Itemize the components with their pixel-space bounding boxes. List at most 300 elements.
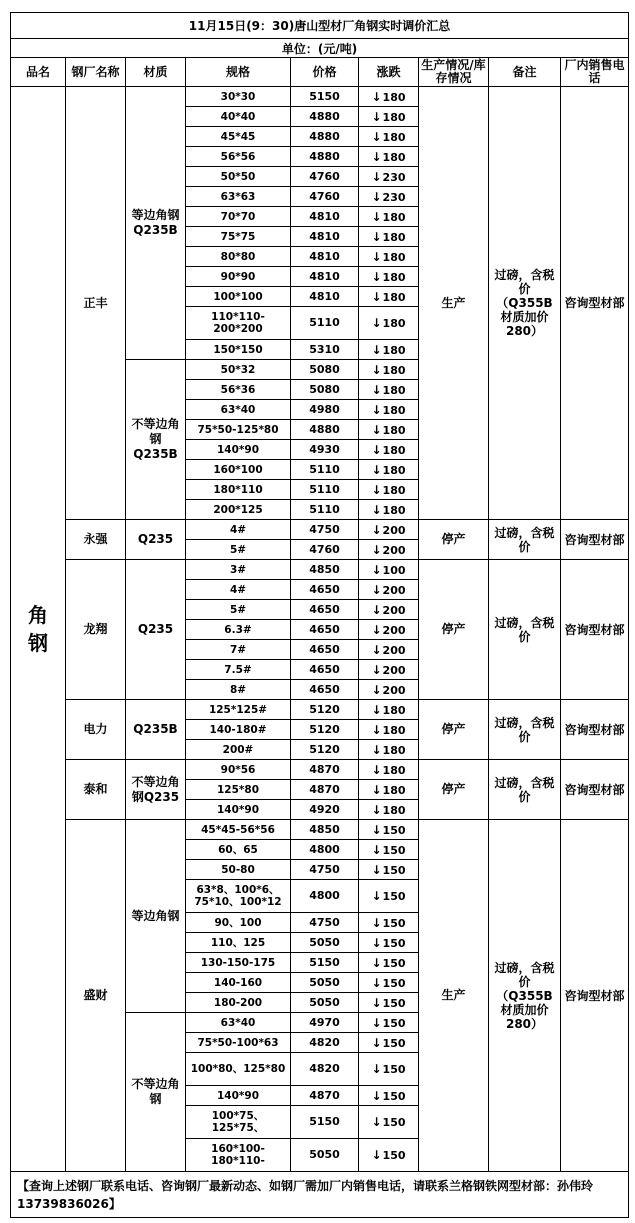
spec-cell: 63*40 xyxy=(186,1013,291,1033)
change-value: 200 xyxy=(382,543,406,557)
phone-cell: 咨询型材部 xyxy=(561,760,629,820)
price-cell: 5050 xyxy=(291,973,359,993)
down-arrow-icon: ↓ xyxy=(371,662,382,677)
change-cell xyxy=(359,400,419,420)
change-cell xyxy=(359,580,419,600)
price-cell: 5110 xyxy=(291,460,359,480)
sheet-title: 11月15日(9：30)唐山型材厂角钢实时调价汇总 xyxy=(11,13,629,39)
header-price: 价格 xyxy=(291,58,359,87)
spec-cell: 160*100-180*110- xyxy=(186,1139,291,1172)
price-cell: 5110 xyxy=(291,480,359,500)
spec-cell: 90*56 xyxy=(186,760,291,780)
price-cell: 5120 xyxy=(291,700,359,720)
price-cell: 5050 xyxy=(291,993,359,1013)
change-cell xyxy=(359,207,419,227)
down-arrow-icon: ↓ xyxy=(371,888,382,903)
change-value: 200 xyxy=(382,623,406,637)
change-cell xyxy=(359,87,419,107)
material-cell: Q235B xyxy=(126,700,186,760)
change-cell xyxy=(359,560,419,580)
change-cell xyxy=(359,933,419,953)
change-cell xyxy=(359,500,419,520)
down-arrow-icon: ↓ xyxy=(371,1114,382,1129)
down-arrow-icon: ↓ xyxy=(371,862,382,877)
down-arrow-icon: ↓ xyxy=(371,1147,382,1162)
spec-cell: 160*100 xyxy=(186,460,291,480)
down-arrow-icon: ↓ xyxy=(371,722,382,737)
spec-cell: 6.3# xyxy=(186,620,291,640)
change-cell xyxy=(359,913,419,933)
price-cell: 4760 xyxy=(291,540,359,560)
mill-name: 正丰 xyxy=(66,87,126,520)
change-value: 150 xyxy=(382,1089,406,1103)
header-note: 备注 xyxy=(489,58,561,87)
category-label: 角钢 xyxy=(28,603,48,655)
change-value: 180 xyxy=(382,423,406,437)
price-cell: 4920 xyxy=(291,800,359,820)
price-cell: 5150 xyxy=(291,1106,359,1139)
spec-cell: 70*70 xyxy=(186,207,291,227)
material-cell: 等边角钢Q235B xyxy=(126,87,186,360)
spec-cell: 45*45-56*56 xyxy=(186,820,291,840)
price-cell: 4750 xyxy=(291,860,359,880)
down-arrow-icon: ↓ xyxy=(371,1035,382,1050)
down-arrow-icon: ↓ xyxy=(371,402,382,417)
change-value: 200 xyxy=(382,643,406,657)
note-cell: 过磅，含税价 xyxy=(489,560,561,700)
mill-name: 泰和 xyxy=(66,760,126,820)
price-cell: 4820 xyxy=(291,1033,359,1053)
change-cell xyxy=(359,107,419,127)
note-cell: 过磅，含税价（Q355B材质加价280） xyxy=(489,87,561,520)
down-arrow-icon: ↓ xyxy=(371,129,382,144)
price-cell: 4810 xyxy=(291,267,359,287)
change-value: 180 xyxy=(382,90,406,104)
down-arrow-icon: ↓ xyxy=(371,229,382,244)
change-value: 180 xyxy=(382,270,406,284)
down-arrow-icon: ↓ xyxy=(371,742,382,757)
spec-cell: 125*80 xyxy=(186,780,291,800)
spec-cell: 110*110-200*200 xyxy=(186,307,291,340)
spec-cell: 100*100 xyxy=(186,287,291,307)
price-cell: 4650 xyxy=(291,640,359,660)
price-cell: 4810 xyxy=(291,227,359,247)
spec-cell: 7.5# xyxy=(186,660,291,680)
price-cell: 4800 xyxy=(291,880,359,913)
header-mill: 钢厂名称 xyxy=(66,58,126,87)
status-cell: 停产 xyxy=(419,520,489,560)
change-cell xyxy=(359,247,419,267)
spec-cell: 50-80 xyxy=(186,860,291,880)
price-cell: 5110 xyxy=(291,500,359,520)
header-status: 生产情况/库存情况 xyxy=(419,58,489,87)
down-arrow-icon: ↓ xyxy=(371,762,382,777)
footer-contact-note: 【查询上述钢厂联系电话、咨询钢厂最新动态、如钢厂需加厂内销售电话，请联系兰格钢铁网型材部：孙伟玲13739836026】 xyxy=(11,1172,629,1218)
spec-cell: 90*90 xyxy=(186,267,291,287)
down-arrow-icon: ↓ xyxy=(371,562,382,577)
table-row xyxy=(11,700,629,720)
down-arrow-icon: ↓ xyxy=(371,642,382,657)
spec-cell: 75*50-125*80 xyxy=(186,420,291,440)
spec-cell: 7# xyxy=(186,640,291,660)
price-cell: 5080 xyxy=(291,380,359,400)
spec-cell: 180-200 xyxy=(186,993,291,1013)
down-arrow-icon: ↓ xyxy=(371,249,382,264)
price-summary-sheet xyxy=(10,12,628,1218)
spec-cell: 200# xyxy=(186,740,291,760)
down-arrow-icon: ↓ xyxy=(371,342,382,357)
down-arrow-icon: ↓ xyxy=(371,502,382,517)
change-cell xyxy=(359,973,419,993)
phone-cell: 咨询型材部 xyxy=(561,700,629,760)
price-cell: 4810 xyxy=(291,207,359,227)
price-cell: 4880 xyxy=(291,107,359,127)
spec-cell: 5# xyxy=(186,600,291,620)
spec-cell: 63*8、100*6、75*10、100*12 xyxy=(186,880,291,913)
change-value: 180 xyxy=(382,743,406,757)
change-cell xyxy=(359,993,419,1013)
price-cell: 4870 xyxy=(291,760,359,780)
change-value: 150 xyxy=(382,843,406,857)
change-value: 200 xyxy=(382,603,406,617)
change-cell xyxy=(359,740,419,760)
price-cell: 5310 xyxy=(291,340,359,360)
down-arrow-icon: ↓ xyxy=(371,602,382,617)
change-value: 150 xyxy=(382,1062,406,1076)
spec-cell: 180*110 xyxy=(186,480,291,500)
change-value: 180 xyxy=(382,443,406,457)
down-arrow-icon: ↓ xyxy=(371,975,382,990)
change-cell xyxy=(359,147,419,167)
down-arrow-icon: ↓ xyxy=(371,542,382,557)
price-cell: 4800 xyxy=(291,840,359,860)
price-cell: 4970 xyxy=(291,1013,359,1033)
change-cell xyxy=(359,520,419,540)
spec-cell: 30*30 xyxy=(186,87,291,107)
down-arrow-icon: ↓ xyxy=(371,462,382,477)
change-cell xyxy=(359,1139,419,1172)
category-cell xyxy=(11,87,66,1172)
price-cell: 4750 xyxy=(291,520,359,540)
change-cell xyxy=(359,440,419,460)
status-cell: 生产 xyxy=(419,87,489,520)
change-value: 150 xyxy=(382,916,406,930)
spec-cell: 140*90 xyxy=(186,1086,291,1106)
change-cell xyxy=(359,640,419,660)
price-cell: 4850 xyxy=(291,560,359,580)
down-arrow-icon: ↓ xyxy=(371,1061,382,1076)
header-change: 涨跌 xyxy=(359,58,419,87)
price-cell: 5120 xyxy=(291,740,359,760)
change-value: 150 xyxy=(382,823,406,837)
phone-cell: 咨询型材部 xyxy=(561,520,629,560)
spec-cell: 75*50-100*63 xyxy=(186,1033,291,1053)
change-cell xyxy=(359,800,419,820)
down-arrow-icon: ↓ xyxy=(371,622,382,637)
header-phone: 厂内销售电话 xyxy=(561,58,629,87)
change-cell xyxy=(359,700,419,720)
change-value: 230 xyxy=(382,170,406,184)
change-value: 150 xyxy=(382,996,406,1010)
down-arrow-icon: ↓ xyxy=(371,269,382,284)
down-arrow-icon: ↓ xyxy=(371,682,382,697)
change-cell xyxy=(359,127,419,147)
change-cell xyxy=(359,380,419,400)
change-value: 180 xyxy=(382,250,406,264)
phone-cell: 咨询型材部 xyxy=(561,560,629,700)
change-value: 150 xyxy=(382,936,406,950)
change-value: 150 xyxy=(382,1115,406,1129)
price-cell: 5120 xyxy=(291,720,359,740)
change-value: 180 xyxy=(382,383,406,397)
spec-cell: 3# xyxy=(186,560,291,580)
status-cell: 停产 xyxy=(419,760,489,820)
change-cell xyxy=(359,1013,419,1033)
note-cell: 过磅，含税价 xyxy=(489,520,561,560)
price-cell: 5050 xyxy=(291,933,359,953)
price-table xyxy=(10,12,629,1218)
down-arrow-icon: ↓ xyxy=(371,702,382,717)
change-cell xyxy=(359,227,419,247)
change-value: 150 xyxy=(382,863,406,877)
change-value: 180 xyxy=(382,110,406,124)
material-cell: 不等边角钢Q235 xyxy=(126,760,186,820)
down-arrow-icon: ↓ xyxy=(371,315,382,330)
note-cell: 过磅，含税价 xyxy=(489,700,561,760)
change-value: 180 xyxy=(382,403,406,417)
mill-name: 永强 xyxy=(66,520,126,560)
down-arrow-icon: ↓ xyxy=(371,149,382,164)
status-cell: 停产 xyxy=(419,700,489,760)
status-cell: 生产 xyxy=(419,820,489,1172)
table-row xyxy=(11,520,629,540)
spec-cell: 140-160 xyxy=(186,973,291,993)
header-product: 品名 xyxy=(11,58,66,87)
down-arrow-icon: ↓ xyxy=(371,289,382,304)
spec-cell: 50*32 xyxy=(186,360,291,380)
change-value: 150 xyxy=(382,956,406,970)
down-arrow-icon: ↓ xyxy=(371,482,382,497)
down-arrow-icon: ↓ xyxy=(371,802,382,817)
change-value: 180 xyxy=(382,483,406,497)
spec-cell: 140*90 xyxy=(186,800,291,820)
spec-cell: 45*45 xyxy=(186,127,291,147)
change-cell xyxy=(359,620,419,640)
change-cell xyxy=(359,840,419,860)
change-value: 180 xyxy=(382,463,406,477)
spec-cell: 56*36 xyxy=(186,380,291,400)
down-arrow-icon: ↓ xyxy=(371,522,382,537)
spec-cell: 4# xyxy=(186,580,291,600)
change-cell xyxy=(359,267,419,287)
header-material: 材质 xyxy=(126,58,186,87)
change-cell xyxy=(359,760,419,780)
price-cell: 4870 xyxy=(291,1086,359,1106)
down-arrow-icon: ↓ xyxy=(371,582,382,597)
down-arrow-icon: ↓ xyxy=(371,382,382,397)
change-cell xyxy=(359,340,419,360)
price-cell: 4980 xyxy=(291,400,359,420)
change-value: 150 xyxy=(382,1036,406,1050)
change-cell xyxy=(359,1106,419,1139)
price-cell: 5150 xyxy=(291,87,359,107)
price-cell: 4650 xyxy=(291,620,359,640)
spec-cell: 140-180# xyxy=(186,720,291,740)
down-arrow-icon: ↓ xyxy=(371,209,382,224)
change-cell xyxy=(359,780,419,800)
down-arrow-icon: ↓ xyxy=(371,1088,382,1103)
change-value: 180 xyxy=(382,363,406,377)
spec-cell: 56*56 xyxy=(186,147,291,167)
down-arrow-icon: ↓ xyxy=(371,442,382,457)
change-value: 180 xyxy=(382,150,406,164)
change-cell xyxy=(359,360,419,380)
price-cell: 5050 xyxy=(291,1139,359,1172)
table-row xyxy=(11,760,629,780)
change-cell xyxy=(359,187,419,207)
change-cell xyxy=(359,287,419,307)
price-cell: 4850 xyxy=(291,820,359,840)
price-cell: 4650 xyxy=(291,580,359,600)
down-arrow-icon: ↓ xyxy=(371,169,382,184)
mill-name: 龙翔 xyxy=(66,560,126,700)
spec-cell: 200*125 xyxy=(186,500,291,520)
header-row xyxy=(11,58,629,87)
material-cell: 等边角钢 xyxy=(126,820,186,1013)
change-value: 180 xyxy=(382,703,406,717)
change-value: 180 xyxy=(382,130,406,144)
phone-cell: 咨询型材部 xyxy=(561,820,629,1172)
material-cell: 不等边角钢 xyxy=(126,1013,186,1172)
price-cell: 4650 xyxy=(291,600,359,620)
table-row xyxy=(11,820,629,840)
change-cell xyxy=(359,860,419,880)
spec-cell: 63*63 xyxy=(186,187,291,207)
price-cell: 4760 xyxy=(291,187,359,207)
material-cell: 不等边角钢Q235B xyxy=(126,360,186,520)
change-cell xyxy=(359,953,419,973)
spec-cell: 60、65 xyxy=(186,840,291,860)
change-value: 180 xyxy=(382,723,406,737)
spec-cell: 75*75 xyxy=(186,227,291,247)
note-cell: 过磅，含税价（Q355B材质加价280） xyxy=(489,820,561,1172)
change-value: 180 xyxy=(382,763,406,777)
change-value: 180 xyxy=(382,783,406,797)
change-value: 200 xyxy=(382,683,406,697)
change-cell xyxy=(359,1033,419,1053)
change-cell xyxy=(359,420,419,440)
spec-cell: 130-150-175 xyxy=(186,953,291,973)
change-value: 180 xyxy=(382,290,406,304)
change-cell xyxy=(359,167,419,187)
mill-name: 电力 xyxy=(66,700,126,760)
spec-cell: 140*90 xyxy=(186,440,291,460)
down-arrow-icon: ↓ xyxy=(371,935,382,950)
spec-cell: 4# xyxy=(186,520,291,540)
change-value: 180 xyxy=(382,343,406,357)
down-arrow-icon: ↓ xyxy=(371,955,382,970)
change-value: 180 xyxy=(382,210,406,224)
spec-cell: 80*80 xyxy=(186,247,291,267)
spec-cell: 100*80、125*80 xyxy=(186,1053,291,1086)
price-cell: 4810 xyxy=(291,247,359,267)
down-arrow-icon: ↓ xyxy=(371,782,382,797)
change-value: 100 xyxy=(382,563,406,577)
header-spec: 规格 xyxy=(186,58,291,87)
change-value: 150 xyxy=(382,976,406,990)
mill-name: 盛财 xyxy=(66,820,126,1172)
spec-cell: 90、100 xyxy=(186,913,291,933)
change-value: 150 xyxy=(382,1148,406,1162)
spec-cell: 125*125# xyxy=(186,700,291,720)
price-cell: 4650 xyxy=(291,680,359,700)
change-cell xyxy=(359,1086,419,1106)
status-cell: 停产 xyxy=(419,560,489,700)
change-cell xyxy=(359,720,419,740)
material-cell: Q235 xyxy=(126,560,186,700)
down-arrow-icon: ↓ xyxy=(371,1015,382,1030)
price-cell: 4650 xyxy=(291,660,359,680)
down-arrow-icon: ↓ xyxy=(371,362,382,377)
price-cell: 5080 xyxy=(291,360,359,380)
price-cell: 4930 xyxy=(291,440,359,460)
phone-cell: 咨询型材部 xyxy=(561,87,629,520)
change-cell xyxy=(359,1053,419,1086)
down-arrow-icon: ↓ xyxy=(371,189,382,204)
spec-cell: 150*150 xyxy=(186,340,291,360)
change-value: 200 xyxy=(382,663,406,677)
table-row xyxy=(11,560,629,580)
price-cell: 4760 xyxy=(291,167,359,187)
unit-label: 单位：(元/吨) xyxy=(11,39,629,58)
spec-cell: 50*50 xyxy=(186,167,291,187)
change-cell xyxy=(359,820,419,840)
change-cell xyxy=(359,660,419,680)
spec-cell: 8# xyxy=(186,680,291,700)
change-cell xyxy=(359,600,419,620)
change-cell xyxy=(359,680,419,700)
change-cell xyxy=(359,540,419,560)
table-row xyxy=(11,87,629,107)
price-cell: 5110 xyxy=(291,307,359,340)
spec-cell: 5# xyxy=(186,540,291,560)
down-arrow-icon: ↓ xyxy=(371,995,382,1010)
down-arrow-icon: ↓ xyxy=(371,422,382,437)
change-value: 150 xyxy=(382,889,406,903)
spec-cell: 110、125 xyxy=(186,933,291,953)
change-cell xyxy=(359,880,419,913)
price-cell: 5150 xyxy=(291,953,359,973)
change-cell xyxy=(359,307,419,340)
change-value: 180 xyxy=(382,803,406,817)
change-value: 200 xyxy=(382,583,406,597)
price-cell: 4810 xyxy=(291,287,359,307)
down-arrow-icon: ↓ xyxy=(371,822,382,837)
price-cell: 4820 xyxy=(291,1053,359,1086)
spec-cell: 100*75、125*75、 xyxy=(186,1106,291,1139)
change-cell xyxy=(359,460,419,480)
change-value: 180 xyxy=(382,316,406,330)
down-arrow-icon: ↓ xyxy=(371,842,382,857)
change-value: 150 xyxy=(382,1016,406,1030)
change-value: 180 xyxy=(382,503,406,517)
note-cell: 过磅，含税价 xyxy=(489,760,561,820)
down-arrow-icon: ↓ xyxy=(371,89,382,104)
change-value: 180 xyxy=(382,230,406,244)
change-value: 200 xyxy=(382,523,406,537)
down-arrow-icon: ↓ xyxy=(371,915,382,930)
down-arrow-icon: ↓ xyxy=(371,109,382,124)
